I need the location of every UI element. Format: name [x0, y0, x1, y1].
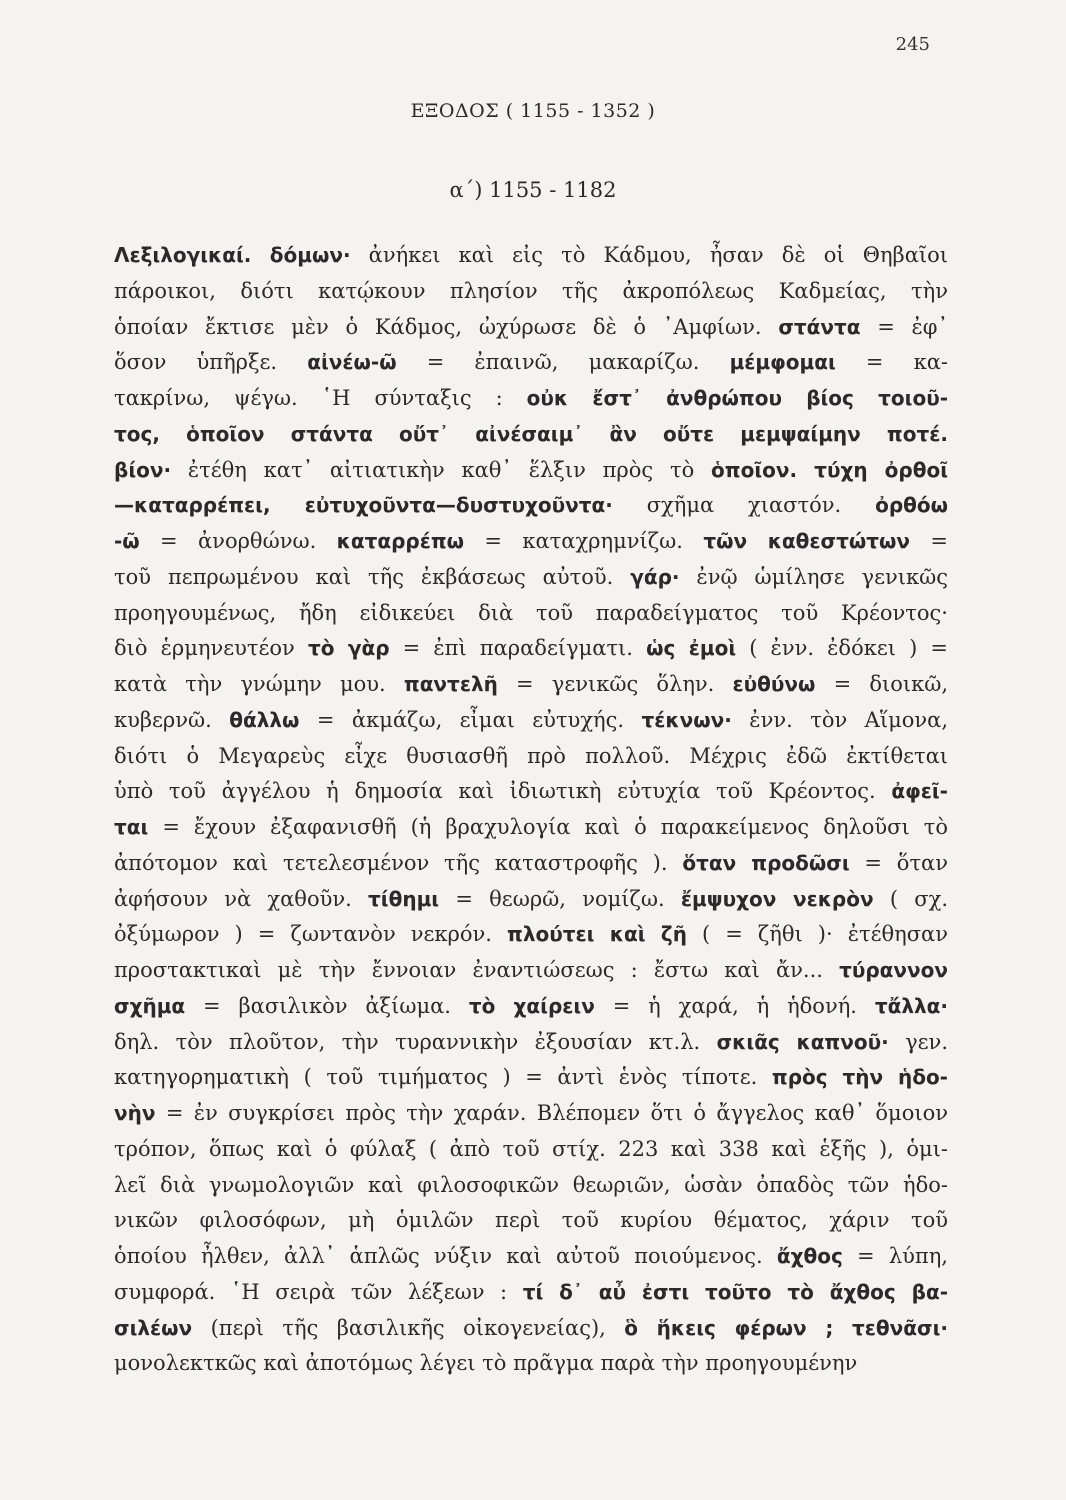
text-line: νικῶν φιλοσόφων, μὴ ὁμιλῶν περὶ τοῦ κυρίου θέματος, χάριν τοῦ [114, 1208, 948, 1233]
text-line: δηλ. τὸν πλοῦτον, τὴν τυραννικὴν ἐξουσίαν κτ.λ. σκιᾶς καπνοῦ· γεν. [114, 1029, 948, 1054]
text-line: τοῦ πεπρωμένου καὶ τῆς ἐκβάσεως αὐτοῦ. γάρ· ἐνῷ ὡμίλησε γενικῶς [114, 564, 948, 589]
text-line: λεῖ διὰ γνωμολογιῶν καὶ φιλοσοφικῶν θεωριῶν, ὡσὰν ὀπαδὸς τῶν ἡδο- [114, 1172, 948, 1197]
text-line: ἀπότομον καὶ τετελεσμένον τῆς καταστροφῆς ). ὅταν προδῶσι = ὅταν [114, 850, 948, 875]
text-line: ὀξύμωρον ) = ζωντανὸν νεκρόν. πλούτει καὶ ζῆ ( = ζῆθι )· ἐτέθησαν [114, 922, 948, 947]
text-line: ὑπὸ τοῦ ἀγγέλου ἡ δημοσία καὶ ἰδιωτικὴ εὐτυχία τοῦ Κρέοντος. ἀφεῖ- [114, 779, 948, 804]
text-line: διὸ ἑρμηνευτέον τὸ γὰρ = ἐπὶ παραδείγματι. ὡς ἐμοὶ ( ἐνν. ἐδόκει ) = [114, 636, 948, 661]
text-line: προηγουμένως, ἤδη εἰδικεύει διὰ τοῦ παραδείγματος τοῦ Κρέοντος· [114, 600, 948, 625]
text-line: κατηγορηματικὴ ( τοῦ τιμήματος ) = ἀντὶ ἑνὸς τίποτε. πρὸς τὴν ἡδο- [114, 1065, 948, 1090]
text-line: τρόπον, ὅπως καὶ ὁ φύλαξ ( ἀπὸ τοῦ στίχ. 223 καὶ 338 καὶ ἑξῆς ), ὁμι- [114, 1136, 948, 1161]
text-line: ὁποίαν ἔκτισε μὲν ὁ Κάδμος, ὠχύρωσε δὲ ὁ ᾿Αμφίων. στάντα = ἐφ᾿ [114, 314, 948, 339]
section-heading: ΕΞΟΔΟΣ ( 1155 - 1352 ) [410, 100, 656, 122]
text-line: βίον· ἐτέθη κατ᾿ αἰτιατικὴν καθ᾿ ἕλξιν πρὸς τὸ ὁποῖον. τύχη ὀρθοῖ [114, 457, 948, 482]
text-line: κυβερνῶ. θάλλω = ἀκμάζω, εἶμαι εὐτυχής. τέκνων· ἐνν. τὸν Αἵμονα, [114, 707, 948, 732]
text-line: μονολεκτκῶς καὶ ἀποτόμως λέγει τὸ πρᾶγμα παρὰ τὴν προηγουμένην [114, 1351, 858, 1376]
text-line: τος, ὁποῖον στάντα οὔτ᾿ αἰνέσαιμ᾿ ἂν οὔτε μεμψαίμην ποτέ. [114, 421, 948, 446]
page-number: 245 [895, 34, 930, 55]
body-text [114, 238, 948, 1382]
text-line: πάροικοι, διότι κατῴκουν πλησίον τῆς ἀκροπόλεως Καδμείας, τὴν [114, 278, 948, 303]
text-line: προστακτικαὶ μὲ τὴν ἔννοιαν ἐναντιώσεως : ἔστω καὶ ἄν... τύραννον [114, 958, 948, 982]
text-line: ὁποίου ἦλθεν, ἀλλ᾿ ἁπλῶς νύξιν καὶ αὐτοῦ ποιούμενος. ἄχθος = λύπη, [114, 1244, 948, 1268]
text-line: σχῆμα = βασιλικὸν ἀξίωμα. τὸ χαίρειν = ἡ χαρά, ἡ ἡδονή. τἄλλα· [114, 993, 948, 1018]
text-line: διότι ὁ Μεγαρεὺς εἶχε θυσιασθῆ πρὸ πολλοῦ. Μέχρις ἐδῶ ἐκτίθεται [114, 743, 948, 768]
text-line: συμφορά. ῾Η σειρὰ τῶν λέξεων : τί δ᾿ αὖ ἐστι τοῦτο τὸ ἄχθος βα- [114, 1279, 948, 1304]
text-line: ται = ἔχουν ἐξαφανισθῆ (ἡ βραχυλογία καὶ ὁ παρακείμενος δηλοῦσι τὸ [114, 815, 948, 839]
text-line: —καταρρέπει, εὐτυχοῦντα—δυστυχοῦντα· σχῆμα χιαστόν. ὀρθόω [114, 493, 948, 518]
text-line: ὅσον ὑπῆρξε. αἰνέω-ῶ = ἐπαινῶ, μακαρίζω. μέμφομαι = κα- [114, 350, 948, 375]
text-line: κατὰ τὴν γνώμην μου. παντελῆ = γενικῶς ὅλην. εὐθύνω = διοικῶ, [114, 672, 948, 696]
sub-heading: α΄) 1155 - 1182 [449, 178, 617, 202]
text-line: σιλέων (περὶ τῆς βασιλικῆς οἰκογενείας), ὃ ἥκεις φέρων ; τεθνᾶσι· [114, 1315, 948, 1340]
text-line: ἀφήσουν νὰ χαθοῦν. τίθημι = θεωρῶ, νομίζω. ἔμψυχον νεκρὸν ( σχ. [114, 886, 948, 911]
text-line: νὴν = ἐν συγκρίσει πρὸς τὴν χαράν. Βλέπομεν ὅτι ὁ ἄγγελος καθ᾿ ὅμοιον [114, 1101, 948, 1125]
text-line: Λεξιλογικαί. δόμων· ἀνήκει καὶ εἰς τὸ Κάδμου, ἦσαν δὲ οἱ Θηβαῖοι [114, 243, 948, 267]
text-line: τακρίνω, ψέγω. ῾Η σύνταξις : οὐκ ἔστ᾿ ἀνθρώπου βίος τοιοῦ- [114, 386, 948, 410]
text-line: -ῶ = ἀνορθώνω. καταρρέπω = καταχρημνίζω. τῶν καθεστώτων = [114, 529, 948, 553]
